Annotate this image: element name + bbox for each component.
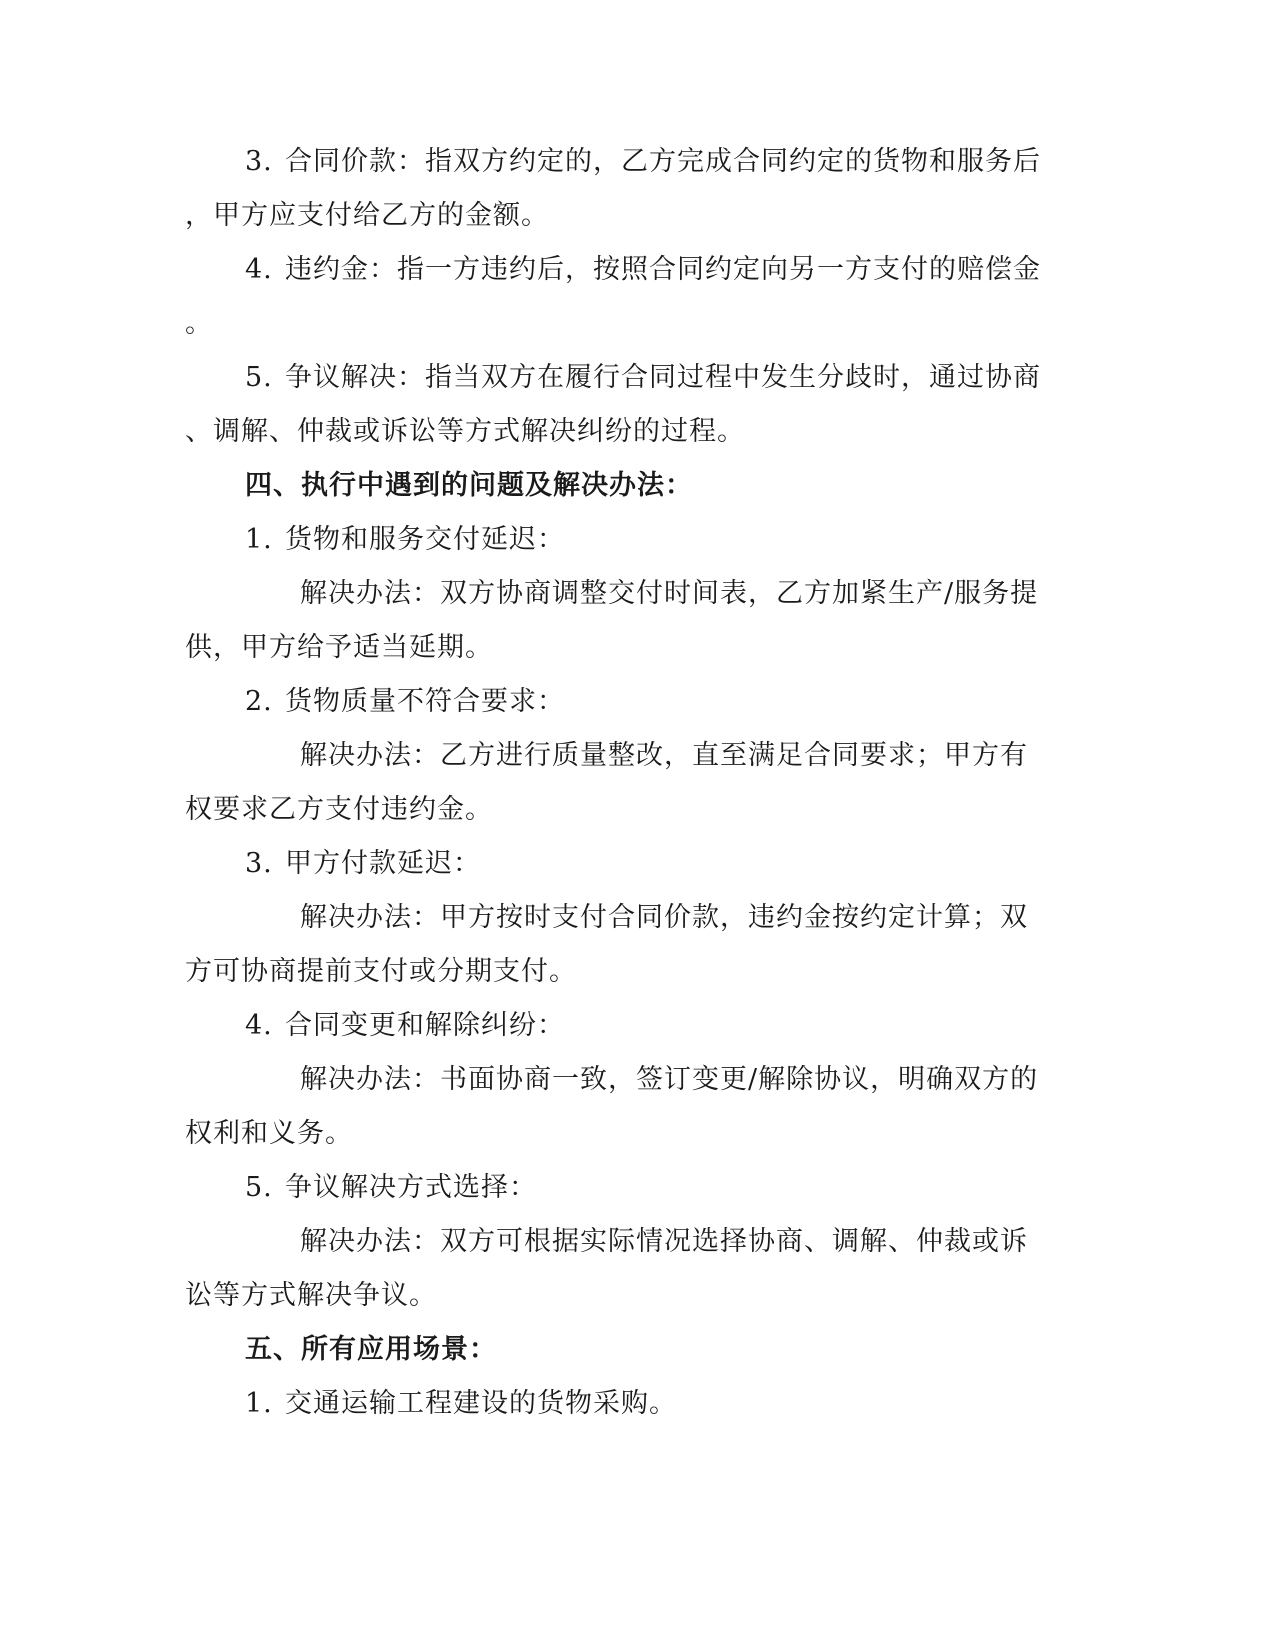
problem-5-number: 5. (245, 1172, 273, 1203)
section-4-heading: 四、执行中遇到的问题及解决办法： (245, 470, 693, 501)
definition-3-line-2: ，甲方应支付给乙方的金额。 (185, 200, 549, 231)
problem-2-solution-line-2: 权要求乙方支付违约金。 (185, 794, 493, 825)
problem-1-title: 货物和服务交付延迟： (285, 524, 565, 555)
problem-2-title: 货物质量不符合要求： (285, 686, 565, 717)
problem-2-solution-line-1: 解决办法：乙方进行质量整改，直至满足合同要求；甲方有 (300, 740, 1028, 771)
scenario-1-number: 1. (245, 1388, 273, 1419)
section-5-heading: 五、所有应用场景： (245, 1334, 497, 1365)
problem-2-title-line (245, 684, 1125, 720)
problem-3-solution-line-2: 方可协商提前支付或分期支付。 (185, 956, 577, 987)
definition-4-number: 4. (245, 254, 273, 285)
problem-4-solution-line-2: 权利和义务。 (185, 1118, 353, 1149)
problem-1-solution-line-2: 供，甲方给予适当延期。 (185, 632, 493, 663)
definition-3-number: 3. (245, 146, 273, 177)
definition-3-text: 合同价款：指双方约定的，乙方完成合同约定的货物和服务后 (285, 146, 1041, 177)
definition-4-text: 违约金：指一方违约后，按照合同约定向另一方支付的赔偿金 (285, 254, 1041, 285)
problem-1-title-line (245, 522, 1125, 558)
definition-5-line-2: 、调解、仲裁或诉讼等方式解决纠纷的过程。 (185, 416, 745, 447)
problem-5-title-line (245, 1170, 1125, 1206)
problem-4-solution-line-1: 解决办法：书面协商一致，签订变更/解除协议，明确双方的 (300, 1064, 1039, 1095)
problem-4-title-line (245, 1008, 1125, 1044)
problem-5-solution-line-2: 讼等方式解决争议。 (185, 1280, 437, 1311)
problem-3-solution-line-1: 解决办法：甲方按时支付合同价款，违约金按约定计算；双 (300, 902, 1028, 933)
problem-1-solution-line-1: 解决办法：双方协商调整交付时间表，乙方加紧生产/服务提 (300, 578, 1039, 609)
definition-5-text: 争议解决：指当双方在履行合同过程中发生分歧时，通过协商 (285, 362, 1041, 393)
problem-4-number: 4. (245, 1010, 273, 1041)
problem-3-number: 3. (245, 848, 273, 879)
problem-3-title-line (245, 846, 1125, 882)
problem-1-number: 1. (245, 524, 273, 555)
scenario-1-line (245, 1386, 1125, 1422)
problem-5-title: 争议解决方式选择： (285, 1172, 537, 1203)
scenario-1-text: 交通运输工程建设的货物采购。 (285, 1388, 677, 1419)
definition-5-line-1 (245, 360, 1125, 396)
definition-3-line-1 (245, 144, 1125, 180)
definition-4-line-1 (245, 252, 1125, 288)
problem-3-title: 甲方付款延迟： (285, 848, 481, 879)
problem-2-number: 2. (245, 686, 273, 717)
definition-5-number: 5. (245, 362, 273, 393)
problem-4-title: 合同变更和解除纠纷： (285, 1010, 565, 1041)
problem-5-solution-line-1: 解决办法：双方可根据实际情况选择协商、调解、仲裁或诉 (300, 1226, 1028, 1257)
definition-4-line-2: 。 (185, 308, 213, 339)
